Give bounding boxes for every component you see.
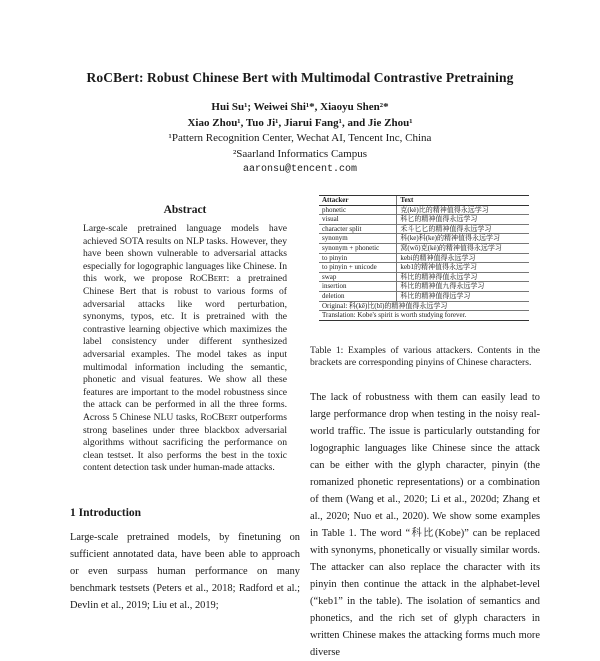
table-cell-attacker: synonym bbox=[319, 234, 397, 244]
table-cell-attacker: to pinyin bbox=[319, 253, 397, 263]
table-header-text: Text bbox=[397, 196, 529, 206]
table-cell-text: keb1的精神值得永远学习 bbox=[397, 263, 529, 273]
table-row bbox=[319, 253, 529, 263]
table-cell-attacker: visual bbox=[319, 215, 397, 225]
table-row bbox=[319, 215, 529, 225]
author-line-1: Hui Su¹; Weiwei Shi¹*, Xiaoyu Shen²* bbox=[211, 101, 389, 113]
table-cell-text: 科比的精神值得远学习 bbox=[397, 291, 529, 301]
paper-title: RoCBert: Robust Chinese Bert with Multimodal Contrastive Pretraining bbox=[86, 70, 514, 85]
table-row bbox=[319, 272, 529, 282]
affiliation-1: ¹Pattern Recognition Center, Wechat AI, Tencent Inc, China bbox=[168, 132, 432, 144]
table-cell-attacker: phonetic bbox=[319, 205, 397, 215]
author-block bbox=[0, 100, 600, 178]
introduction-text: Large-scale pretrained models, by finetuning on sufficient annotated data, have been able to approach or even surpass human performance on many benchmark testsets (Peters et al., 2018; Radford et al.; Devlin et al., 2019; Liu et al., 2019; bbox=[70, 532, 300, 611]
table-cell-text: 科(ke)科(ke)的精神值得永远学习 bbox=[397, 234, 529, 244]
table-translation: Translation: Kobe's spirit is worth studying forever. bbox=[319, 311, 529, 321]
table-cell-attacker: insertion bbox=[319, 282, 397, 292]
abstract-part-3: outperforms strong baselines under three blackbox adversarial algorithms without sacrificing the performance on clean testset. It also performs the best in the toxic content detection task under human-made attacks. bbox=[83, 411, 287, 474]
table-translation-row bbox=[319, 311, 529, 321]
section-heading-introduction: 1 Introduction bbox=[70, 507, 142, 519]
abstract-heading: Abstract bbox=[163, 204, 207, 216]
table-cell-text: 科比的精神值九得永远学习 bbox=[397, 282, 529, 292]
table-cell-text: kebi的精神值得永远学习 bbox=[397, 253, 529, 263]
affiliation-2: ²Saarland Informatics Campus bbox=[232, 147, 368, 160]
table-header-row bbox=[319, 196, 529, 206]
table-original: Original: 科(kē)比(bǐ)的精神值得永远学习 bbox=[319, 301, 529, 311]
abstract-text bbox=[83, 223, 287, 475]
table-original-row bbox=[319, 301, 529, 311]
table-body bbox=[319, 205, 529, 301]
table-row bbox=[319, 282, 529, 292]
abstract-part-2: : a pretrained Chinese Bert that is robust to various forms of adversarial attacks like word perturbation, synonyms, typos, etc. It is pretrained with the contrastive learning objective which maximizes the label consistency under different synthesized adversarial examples. The model takes as input multimodal information including the semantic, phonetic and visual features. We show all these features are important to the model robustness since the attack can be performed in all the three forms. Across 5 Chinese NLU tasks, bbox=[83, 273, 287, 423]
table-cell-text: 窝(wō)克(kè)的精神值得永远学习 bbox=[397, 243, 529, 253]
table-1-caption: Table 1: Examples of various attackers. Contents in the brackets are corresponding pinyins of Chinese characters. bbox=[310, 345, 540, 369]
table-cell-text: 禾斗匕匕的精神值得永远学习 bbox=[397, 224, 529, 234]
table-cell-text: 科比的精神得值永远学习 bbox=[397, 272, 529, 282]
model-name: RoCBert bbox=[189, 273, 227, 285]
model-name: RoCBert bbox=[200, 411, 238, 423]
table-header-attacker: Attacker bbox=[319, 196, 397, 206]
right-column-text: The lack of robustness with them can easily lead to large performance drop when testing in the noisy real-world traffic. The issue is particularly outstanding for logographic languages like Chinese since the attack can be either with the glyph character, pinyin (the romanized phonetic representations) or a combination of them (Wang et al., 2020; Li et al., 2020d; Zhang et al., 2020; Nuo et al., 2020). We show some examples in Table 1. The word “科比(Kobe)” can be replaced with synonyms, phonetically or visually similar words. The attacker can also replace the character with its pinyin then continue the attack in the alphabet-level (“keb1” in the table). The isolation of semantics and phonetics, and the rich set of glyph characters in written Chinese makes the attacking forms much more diverse bbox=[310, 392, 540, 658]
table-row bbox=[319, 234, 529, 244]
author-line-2: Xiao Zhou¹, Tuo Ji¹, Jiarui Fang¹, and Jie Zhou¹ bbox=[187, 116, 413, 129]
table-cell-attacker: character split bbox=[319, 224, 397, 234]
abstract-part-1: Large-scale pretrained language models have achieved SOTA results on NLP tasks. However, they have been shown vulnerable to adversarial attacks especially for logographic languages like Chinese. In this work, we propose bbox=[83, 223, 287, 285]
table-cell-attacker: to pinyin + unicode bbox=[319, 263, 397, 273]
table-row bbox=[319, 263, 529, 273]
author-email: aaronsu@tencent.com bbox=[242, 164, 358, 175]
attack-examples-table bbox=[319, 195, 529, 321]
table-row bbox=[319, 291, 529, 301]
table-1-container bbox=[310, 195, 540, 321]
table-row bbox=[319, 205, 529, 215]
table-cell-attacker: swap bbox=[319, 272, 397, 282]
table-cell-attacker: deletion bbox=[319, 291, 397, 301]
table-cell-text: 科匕的精神值得永远学习 bbox=[397, 215, 529, 225]
table-cell-attacker: synonym + phonetic bbox=[319, 243, 397, 253]
table-row bbox=[319, 224, 529, 234]
table-row bbox=[319, 243, 529, 253]
table-cell-text: 克(kè)比的精神值得永远学习 bbox=[397, 205, 529, 215]
